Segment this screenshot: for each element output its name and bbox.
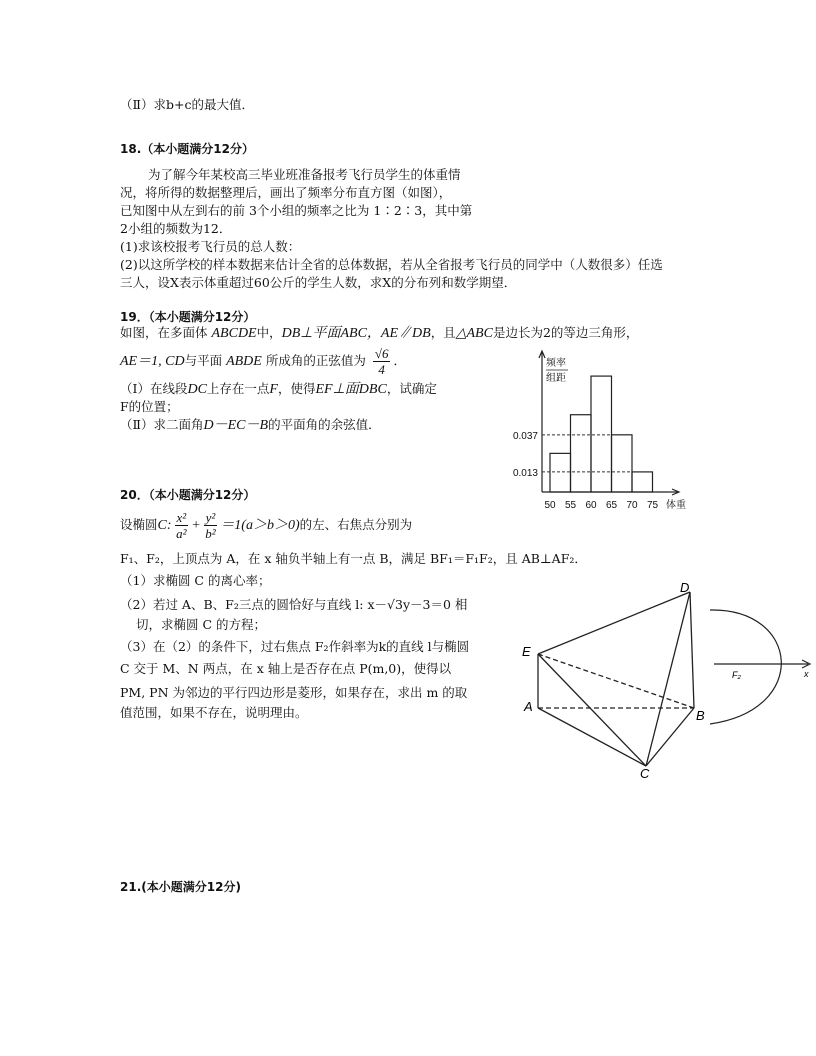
- q18-heading: 18.（本小题满分12分）: [120, 142, 254, 156]
- edge-AC: [538, 708, 646, 766]
- label-E: E: [522, 644, 531, 659]
- histogram-bar: [632, 472, 653, 492]
- x-tick-label: 70: [626, 500, 638, 511]
- numerator: x²: [176, 510, 187, 525]
- text: ．: [393, 353, 406, 368]
- q18-line: 2小组的频数为12．: [120, 221, 232, 236]
- text: 上存在一点: [206, 381, 270, 396]
- ellipse-arc: [710, 610, 781, 724]
- text: 设椭圆: [120, 517, 158, 532]
- q19-condition-line: [120, 346, 406, 377]
- label-A: A: [524, 699, 533, 714]
- math: ABDE: [226, 354, 262, 369]
- q20-ellipse-def: [120, 510, 412, 541]
- x-tick-label: 75: [646, 500, 659, 511]
- edge-EC: [538, 654, 646, 766]
- q20-heading: 20．（本小题满分12分）: [120, 488, 256, 502]
- fraction-y: [204, 510, 218, 541]
- text: ，使得: [277, 381, 316, 396]
- polyhedron-figure: [518, 578, 718, 778]
- edge-EB-hidden: [538, 654, 694, 708]
- x-tick-label: 60: [585, 500, 597, 511]
- q18-line: 三人，设X表示体重超过60公斤的学生人数，求X的分布列和数学期望．: [120, 275, 517, 290]
- label-B: B: [696, 708, 705, 723]
- denominator: b²: [205, 526, 216, 541]
- q20-line: （3）在（2）的条件下，过右焦点 F₂作斜率为k的直线 l与椭圆: [120, 639, 470, 654]
- q20-line: PM, PN 为邻边的平行四边形是菱形，如果存在，求出 m 的取: [120, 685, 468, 700]
- q18-line: (1)求该校报考飞行员的总人数：: [120, 239, 301, 254]
- label-C: C: [640, 766, 650, 778]
- text: 中，: [256, 325, 282, 340]
- denominator: a²: [176, 526, 187, 541]
- q19-heading: 19．（本小题满分12分）: [120, 310, 256, 324]
- text: （Ⅰ）在线段: [120, 381, 188, 396]
- q18-line: (2)以这所学校的样本数据来估计全省的总体数据，若从全省报考飞行员的同学中（人数很多）任选: [120, 257, 663, 272]
- text: ，试确定: [386, 381, 437, 396]
- label-F2: F₂: [732, 670, 741, 680]
- q21-heading: 21.(本小题满分12分): [120, 880, 241, 894]
- label-x: x: [804, 669, 809, 679]
- math: DB⊥平面ABC，AE∥DB: [281, 326, 431, 341]
- y-tick-label: 0.013: [512, 467, 538, 479]
- q18-line: 为了解今年某校高三毕业班准备报考飞行员学生的体重情: [148, 167, 461, 182]
- text: ，且: [430, 325, 456, 340]
- histogram-bar: [571, 415, 592, 492]
- y-tick-label: 0.037: [512, 430, 538, 442]
- label-D: D: [680, 580, 690, 595]
- text: （Ⅱ）求二面角: [120, 417, 204, 432]
- q20-line: （1）求椭圆 C 的离心率；: [120, 573, 271, 588]
- y-axis-label: 频率: [546, 358, 566, 369]
- histogram-bar: [550, 453, 571, 492]
- math: EF⊥面DBC: [315, 382, 387, 397]
- math: DC: [187, 382, 207, 397]
- sine-fraction: [373, 346, 391, 377]
- math: AE＝1, CD: [120, 354, 185, 369]
- numerator: √6: [374, 346, 389, 361]
- edge-DE: [538, 592, 690, 654]
- q19-part1: [120, 380, 437, 399]
- text: 是边长为2的等边三角形，: [492, 325, 639, 340]
- q17-part2: （Ⅱ）求b+c的最大值．: [120, 97, 254, 112]
- math: ABCDE: [211, 326, 257, 341]
- histogram-bar: [612, 435, 633, 492]
- x-tick-label: 55: [564, 500, 577, 511]
- text: 如图，在多面体: [120, 325, 208, 340]
- q20-line: C 交于 M、N 两点，在 x 轴上是否存在点 P(m,0)，使得以: [120, 661, 452, 676]
- fraction-x: [175, 510, 189, 541]
- y-axis-label: 组距: [546, 373, 566, 384]
- x-tick-label: 50: [544, 500, 556, 511]
- math: F: [269, 382, 278, 397]
- math: +: [191, 518, 201, 533]
- q20-line: 切，求椭圆 C 的方程；: [136, 617, 267, 632]
- text: 的左、右焦点分别为: [299, 517, 413, 532]
- q18-line: 况，将所得的数据整理后，画出了频率分布直方图（如图），: [120, 185, 452, 200]
- ellipse-figure: [710, 600, 816, 730]
- q20-line: F₁、F₂，上顶点为 A，在 x 轴负半轴上有一点 B，满足 BF₁＝F₁F₂，且 AB⊥AF₂．: [120, 551, 587, 566]
- text: 的平面角的余弦值．: [268, 417, 381, 432]
- q19-part2: [120, 416, 381, 435]
- q20-line: 值范围，如果不存在，说明理由。: [120, 705, 308, 720]
- edge-DB: [690, 592, 694, 708]
- q19-part1-cont: F的位置；: [120, 399, 179, 414]
- text: 所成角的正弦值为: [265, 353, 366, 368]
- x-tick-label: 65: [605, 500, 618, 511]
- histogram-bar: [591, 376, 612, 492]
- q19-intro-line: [120, 324, 638, 343]
- numerator: y²: [205, 510, 216, 525]
- q18-line: 已知图中从左到右的前 3个小组的频率之比为 1∶2∶3，其中第: [120, 203, 473, 218]
- math: D－EC－B: [203, 418, 269, 433]
- x-axis-label: 体重: [666, 500, 686, 511]
- denominator: 4: [378, 362, 385, 377]
- frequency-histogram: [498, 348, 700, 514]
- math: ＝1(a＞b＞0): [220, 518, 300, 533]
- math: C:: [157, 518, 172, 533]
- text: 与平面: [184, 353, 223, 368]
- q20-line: （2）若过 A、B、F₂三点的圆恰好与直线 l: x－√3y－3＝0 相: [120, 597, 468, 612]
- math: △ABC: [455, 326, 493, 341]
